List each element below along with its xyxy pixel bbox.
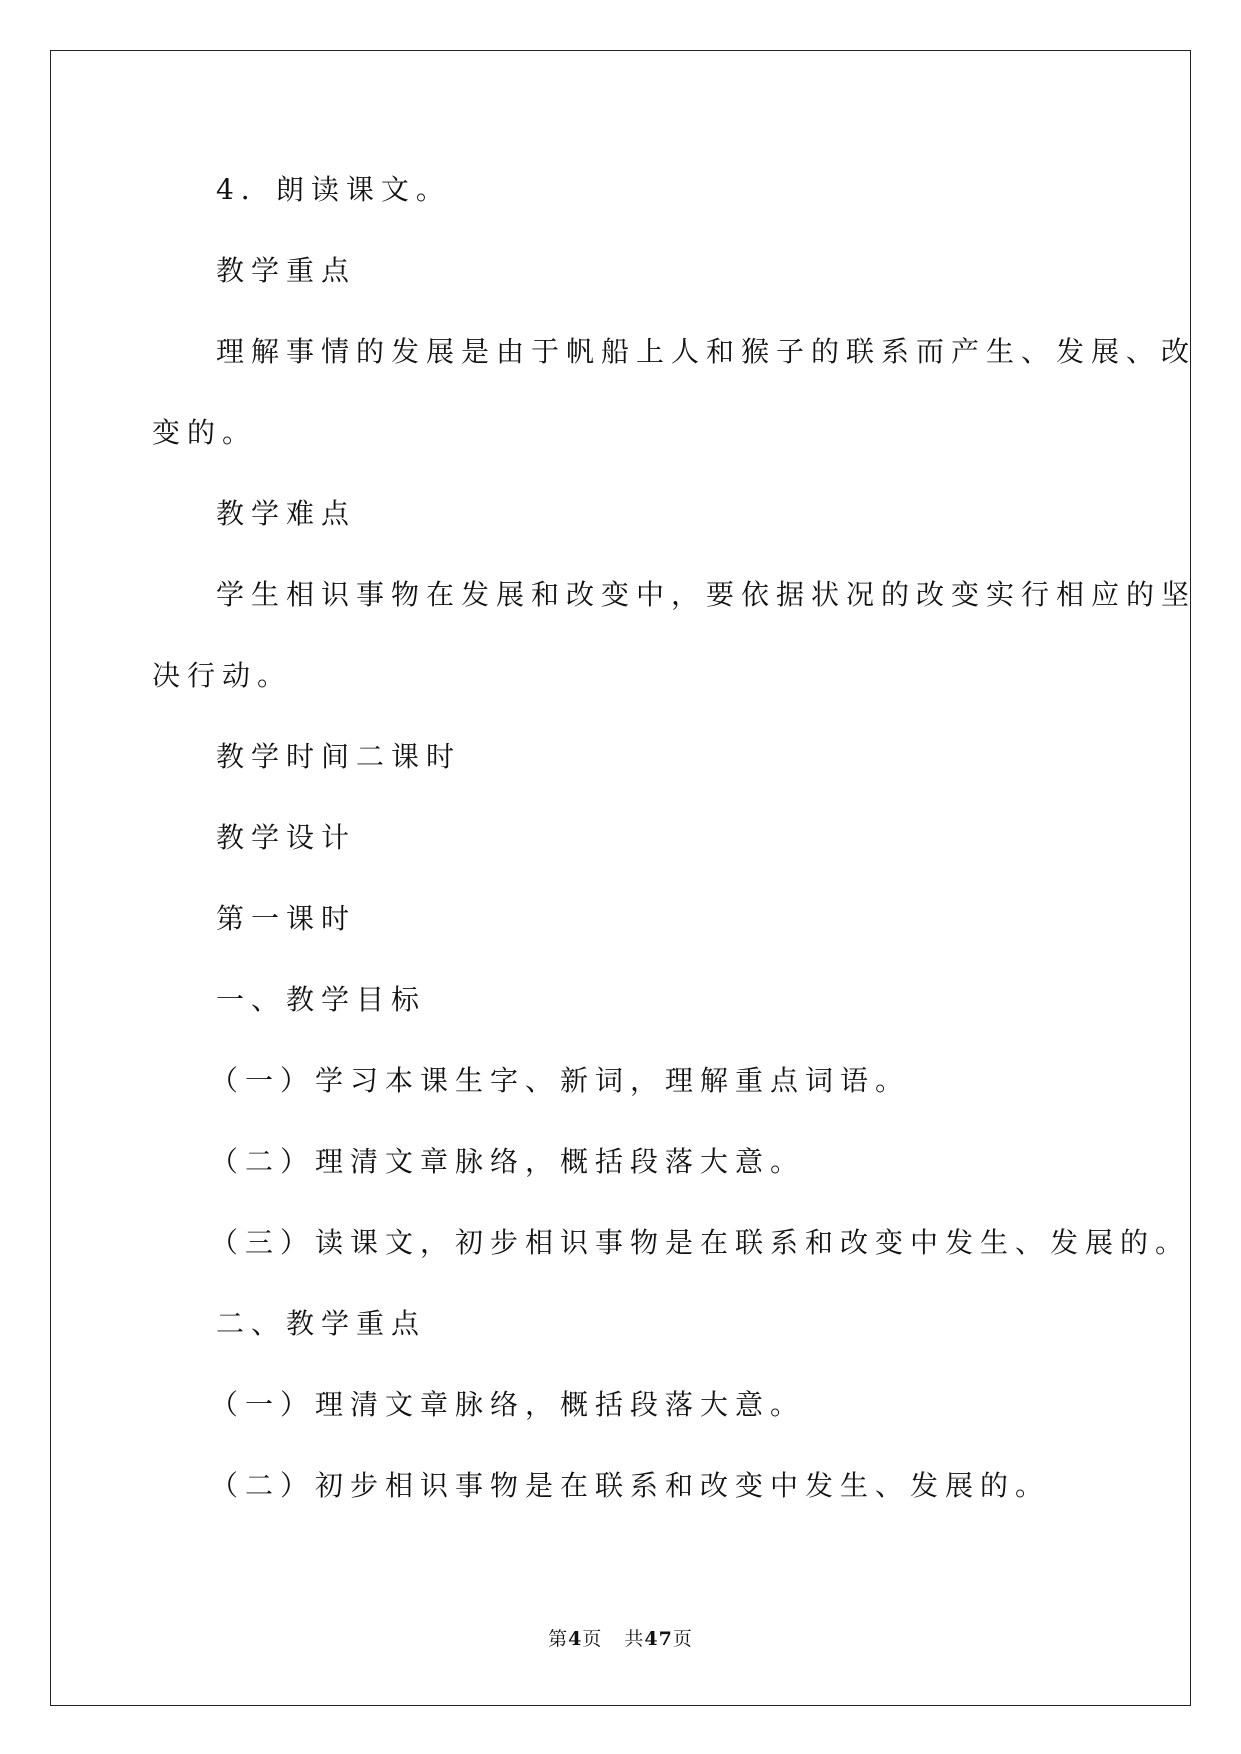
section-heading: 第一课时 <box>216 902 357 935</box>
page-suffix: 页 <box>582 1628 603 1650</box>
page-prefix: 第 <box>548 1628 569 1650</box>
paragraph-line: 学生相识事物在发展和改变中，要依据状况的改变实行相应的坚 <box>216 578 1197 611</box>
paragraph-line: 变的。 <box>152 416 258 449</box>
list-item: （一）学习本课生字、新词，理解重点词语。 <box>210 1064 911 1097</box>
section-heading: 教学难点 <box>216 497 357 530</box>
list-item: （一）理清文章脉络，概括段落大意。 <box>210 1388 806 1421</box>
paragraph-line: 理解事情的发展是由于帆船上人和猴子的联系而产生、发展、改 <box>216 335 1197 368</box>
list-item: （三）读课文，初步相识事物是在联系和改变中发生、发展的。 <box>210 1226 1191 1259</box>
section-heading: 教学设计 <box>216 821 357 854</box>
page-number: 4 <box>568 1628 583 1650</box>
section-heading: 一、教学目标 <box>216 983 427 1016</box>
total-suffix: 页 <box>672 1628 693 1650</box>
paragraph-line: 4．朗读课文。 <box>216 173 451 206</box>
section-heading: 二、教学重点 <box>216 1307 427 1340</box>
page-footer <box>0 1630 1241 1649</box>
list-item: （二）理清文章脉络，概括段落大意。 <box>210 1145 806 1178</box>
total-prefix: 共 <box>624 1628 645 1650</box>
section-heading: 教学重点 <box>216 254 357 287</box>
paragraph-line: 决行动。 <box>152 659 293 692</box>
total-pages: 47 <box>644 1628 673 1650</box>
list-item: （二）初步相识事物是在联系和改变中发生、发展的。 <box>210 1469 1051 1502</box>
paragraph-line: 教学时间二课时 <box>216 740 462 773</box>
page-border <box>50 50 1191 1706</box>
